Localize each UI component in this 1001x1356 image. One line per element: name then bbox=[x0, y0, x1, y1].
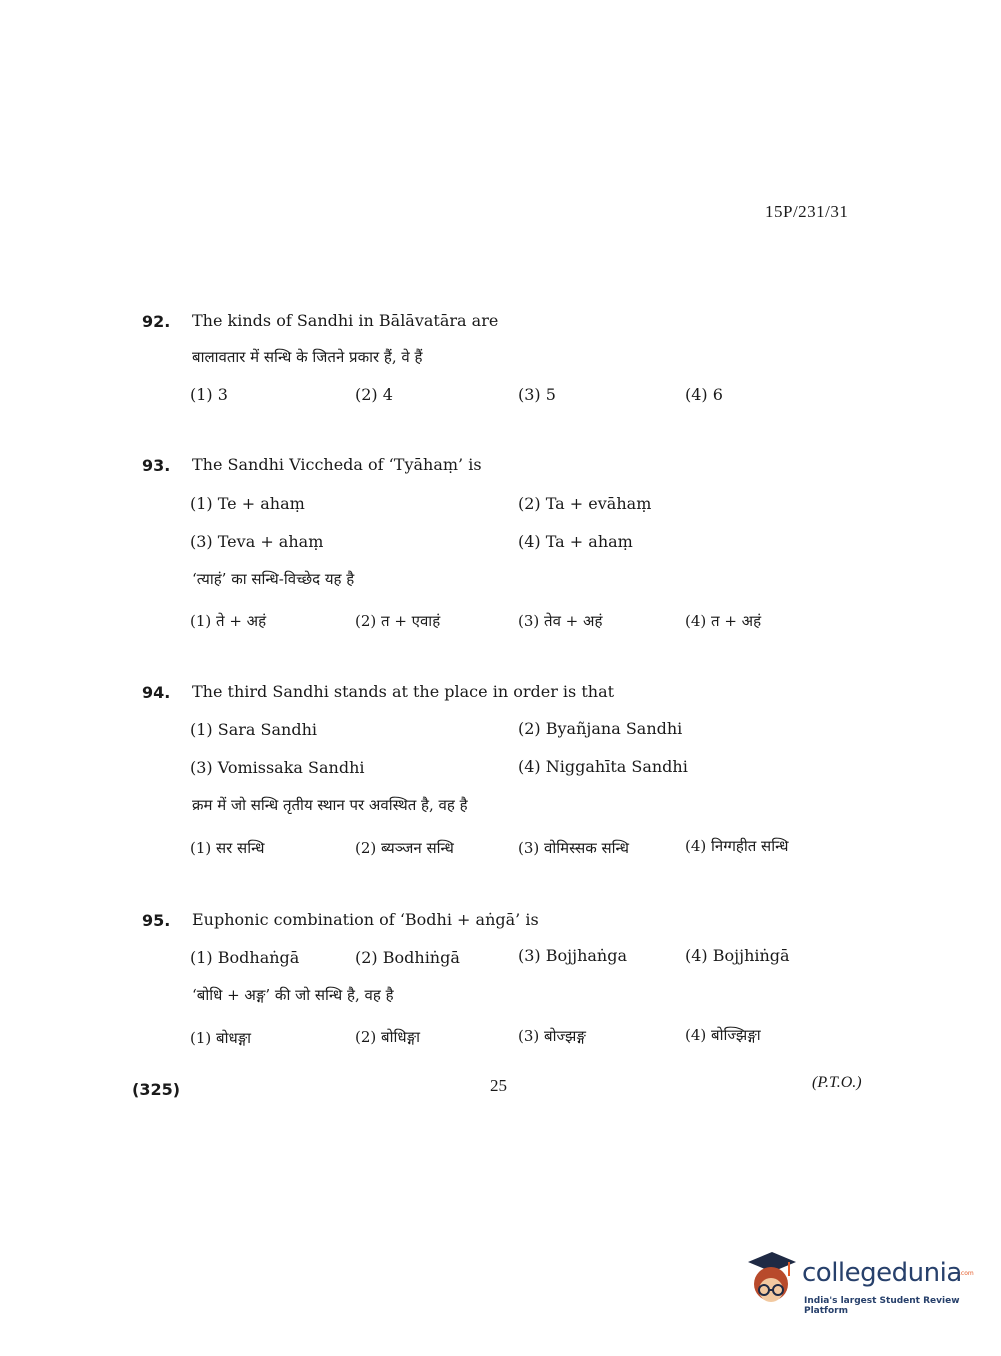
option-3-en: (3) Bojjhaṅga bbox=[518, 946, 627, 965]
question-text-en: The Sandhi Viccheda of ‘Tyāhaṃ’ is bbox=[192, 455, 482, 474]
question-text-en: The third Sandhi stands at the place in order is that bbox=[192, 682, 615, 701]
option-1-hi: (1) सर सन्धि bbox=[190, 839, 265, 857]
option-3-en: (3) Vomissaka Sandhi bbox=[190, 758, 365, 777]
option-2-hi: (2) बोधिङ्गा bbox=[355, 1028, 420, 1046]
option-4: (4) 6 bbox=[685, 385, 723, 404]
question-text-en: The kinds of Sandhi in Bālāvatāra are bbox=[192, 311, 499, 330]
option-1-en: (1) Sara Sandhi bbox=[190, 720, 317, 739]
collegedunia-logo bbox=[742, 1250, 972, 1314]
mascot-icon bbox=[742, 1250, 800, 1310]
option-1-hi: (1) ते + अहं bbox=[190, 612, 267, 630]
option-3-hi: (3) तेव + अहं bbox=[518, 612, 603, 630]
question-text-hi: ‘बोधि + अङ्ग’ की जो सन्धि है, वह है bbox=[192, 986, 394, 1004]
option-2-en: (2) Byañjana Sandhi bbox=[518, 719, 683, 738]
option-4-hi: (4) निग्गहीत सन्धि bbox=[685, 837, 789, 855]
option-4-hi: (4) त + अहं bbox=[685, 612, 762, 630]
question-number: 92. bbox=[142, 312, 171, 331]
option-2-en: (2) Ta + evāhaṃ bbox=[518, 494, 652, 513]
booklet-code: (325) bbox=[132, 1080, 181, 1099]
brand-suffix: .com bbox=[959, 1270, 974, 1277]
option-4-en: (4) Niggahīta Sandhi bbox=[518, 757, 688, 776]
question-text-hi: बालावतार में सन्धि के जितने प्रकार हैं, वे हैं bbox=[192, 348, 423, 366]
option-3: (3) 5 bbox=[518, 385, 556, 404]
option-2-hi: (2) ब्यञ्जन सन्धि bbox=[355, 839, 454, 857]
page-number: 25 bbox=[490, 1076, 507, 1095]
brand-name: collegedunia bbox=[802, 1258, 962, 1288]
option-1-en: (1) Te + ahaṃ bbox=[190, 494, 305, 513]
option-3-hi: (3) बोज्झङ्ग bbox=[518, 1027, 586, 1045]
option-4-hi: (4) बोज्झिङ्गा bbox=[685, 1026, 761, 1044]
option-2-hi: (2) त + एवाहं bbox=[355, 612, 441, 630]
option-4-en: (4) Bojjhiṅgā bbox=[685, 946, 790, 965]
option-2-en: (2) Bodhiṅgā bbox=[355, 948, 460, 967]
paper-code: 15P/231/31 bbox=[765, 202, 849, 221]
option-1: (1) 3 bbox=[190, 385, 228, 404]
option-3-en: (3) Teva + ahaṃ bbox=[190, 532, 324, 551]
pto-note: (P.T.O.) bbox=[812, 1074, 862, 1091]
brand-tagline: India's largest Student Review Platform bbox=[804, 1296, 960, 1316]
question-number: 95. bbox=[142, 911, 171, 930]
option-3-hi: (3) वोमिस्सक सन्धि bbox=[518, 839, 629, 857]
option-1-hi: (1) बोधङ्गा bbox=[190, 1029, 252, 1047]
question-number: 93. bbox=[142, 456, 171, 475]
question-text-en: Euphonic combination of ‘Bodhi + aṅgā’ is bbox=[192, 910, 539, 929]
option-2: (2) 4 bbox=[355, 385, 393, 404]
question-number: 94. bbox=[142, 683, 171, 702]
question-text-hi: ‘त्याहं’ का सन्धि-विच्छेद यह है bbox=[192, 570, 355, 588]
option-1-en: (1) Bodhaṅgā bbox=[190, 948, 300, 967]
option-4-en: (4) Ta + ahaṃ bbox=[518, 532, 633, 551]
question-text-hi: क्रम में जो सन्धि तृतीय स्थान पर अवस्थित है, वह है bbox=[192, 796, 468, 814]
